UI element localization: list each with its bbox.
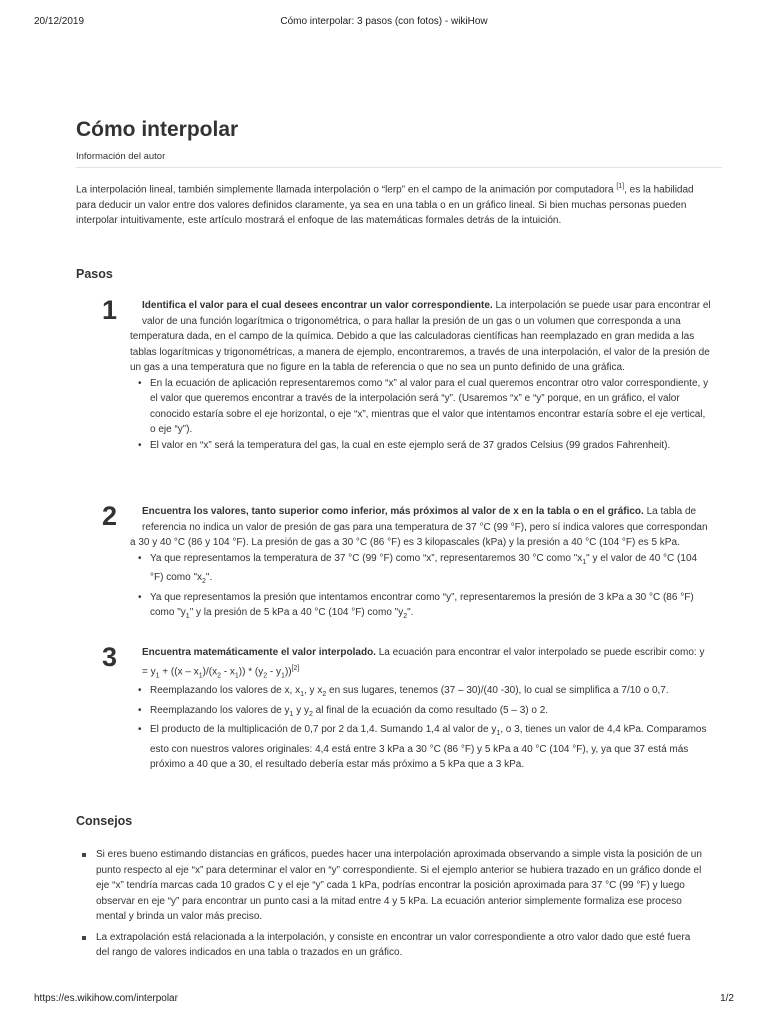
step-bullet	[138, 551, 712, 590]
author-info-link[interactable]: Información del autor	[76, 151, 722, 168]
step-2	[102, 501, 712, 625]
step-description: - x	[220, 665, 235, 677]
subscript: 2	[217, 671, 221, 679]
step-bullet	[138, 722, 712, 773]
subscript: 2	[263, 671, 268, 679]
article-intro	[76, 179, 706, 229]
subscript: 1	[281, 671, 285, 679]
step-title: Identifica el valor para el cual desees encontrar un valor correspondiente.	[142, 300, 493, 311]
print-footer	[34, 993, 734, 1009]
subscript: 2	[322, 691, 327, 699]
subscript: 2	[309, 710, 313, 718]
step-bullet	[138, 703, 712, 723]
step-bullet: • El valor en “x” será la temperatura del gas, la cual en este ejemplo será de 37 grados Celsius (99 grados Fahrenheit).	[138, 438, 712, 454]
tip-item: Si eres bueno estimando distancias en gráficos, puedes hacer una interpolación aproximada observando a simple vista la posición de un punto respecto al eje “x” para determinar el valor en “y” correspondiente. Si el ejemplo anterior se hubiera trazado en un gráfico donde el eje “x” tendría marcas cada 10 grados C y el eje “y” cada 1 kPa, podrías encontrar la posición aproximada para 37 °C (99 °F) y luego observar en eje “y” para encontrar un punto casi a la mitad entre 4 y 5 kPa. La ecuación anterior simplemente formaliza ese proceso mental y brinda un valor más preciso.	[82, 847, 702, 925]
step-text	[130, 645, 712, 683]
subscript: 1	[234, 671, 239, 679]
step-bullet: • En la ecuación de aplicación representaremos como “x” al valor para el cual queremos encontrar otro valor correspondiente, y el valor que queremos encontrar a través de la interpolación será “y”. (Usaremos “x” e “y” porque, en un gráfico, el valor conocido estaría sobre el eje horizontal, o eje “x”, mientras que el valor que intentamos encontrar estaría sobre el eje vertical, o eje “y”).	[138, 376, 712, 438]
print-date: 20/12/2019	[34, 16, 85, 27]
step-reference-link[interactable]: [2]	[291, 664, 300, 672]
print-page-number: 1/2	[720, 993, 734, 1004]
step-description: La tabla de referencia no indica un valor de presión de gas para una temperatura de 37 °C (99 °F), pero sí indica valores que correspondan a 30 y 40 °C (86 y 104 °F). La presión de gas a 30 °C (86 °F) es 3 kilopascales (kPa) y la presión a 40 °C (104 °F) es 5 kPa.	[130, 506, 708, 548]
bullet-text: ".	[205, 572, 213, 583]
subscript: 1	[300, 691, 304, 699]
step-bullets	[130, 683, 712, 773]
bullet-text: y y	[293, 704, 309, 716]
step-bullet	[138, 590, 712, 625]
tips-heading: Consejos	[76, 814, 133, 828]
subscript: 1	[582, 558, 587, 566]
bullet-text: " y la presión de 5 kPa a 40 °C (104 °F) como "y	[189, 607, 404, 618]
step-bullets	[130, 551, 712, 625]
step-description: La ecuación para encontrar el valor interpolado se puede escribir como: y = y	[142, 647, 705, 677]
step-bullet	[138, 683, 712, 703]
step-title: Encuentra los valores, tanto superior como inferior, más próximos al valor de x en la tabla o en el gráfico.	[142, 506, 644, 517]
tips-list	[82, 847, 702, 966]
subscript: 1	[155, 671, 160, 679]
bullet-text: ".	[407, 607, 414, 618]
step-description: La interpolación se puede usar para encontrar el valor de una función logarítmica o trigonométrica, o para hallar la presión de un gas o un volumen que corresponda a una temperatura dada, en el campo de la química. Debido a que las calculadoras científicas han reemplazado en gran medida a las tablas logarítmicas y trigonométricas, a manera de ejemplo, encontraremos, a través de una interpolación, el valor de la presión de un gas a una temperatura que no figure en la tabla de referencia o que no sea un punto definido de una gráfica.	[130, 300, 711, 373]
intro-text-end: , es la habilidad para deducir un valor entre dos valores definidos claramente, ya sea en una tabla o en un gráfico lineal. Si bien muchas personas pueden interpolar intuitivamente, este artículo mostrará el enfoque de las matemáticas formales detrás de la intuición.	[76, 184, 694, 227]
step-text	[130, 504, 712, 551]
bullet-text: Ya que representamos la presión que intentamos encontrar como “y”, representaremos la presión de 3 kPa a 30 °C (86 °F) como "y	[150, 591, 694, 618]
bullet-text: en sus lugares, tenemos (37 – 30)/(40 -30), lo cual se simplifica a 7/10 o 0,7.	[326, 685, 669, 697]
subscript: 1	[496, 730, 501, 738]
intro-reference-link[interactable]: [1]	[616, 183, 625, 190]
subscript: 1	[289, 710, 294, 718]
tip-item: La extrapolación está relacionada a la interpolación, y consiste en encontrar un valor correspondiente a otro valor dado que esté fuera del rango de valores indicados en una tabla o trazados en un gráfico.	[82, 930, 702, 961]
bullet-text: al final de la ecuación da como resultado (5 – 3) o 2.	[312, 704, 549, 716]
bullet-text: , o 3, tienes un valor de 4,4 kPa. Comparamos esto con nuestros valores originales: 4,4 está entre 3 kPa a 30 °C (86 °F) y 5 kPa a 40 °C (104 °F), y, ya que 37 está más próximo a 40 que a 30, el resultado debería estar más próximo a 5 kPa que a 3 kPa.	[150, 724, 707, 771]
print-header	[34, 16, 734, 32]
step-description: - y	[267, 665, 282, 677]
step-number: 3	[102, 642, 118, 672]
article-title: Cómo interpolar	[76, 118, 239, 141]
bullet-text: Ya que representamos la temperatura de 37 °C (99 °F) como “x”, representaremos 30 °C como "x	[150, 552, 583, 564]
steps-heading: Pasos	[76, 267, 113, 281]
step-description: )) * (y	[238, 665, 264, 677]
bullet-text: Reemplazando los valores de x, x	[150, 685, 301, 697]
print-url[interactable]: https://es.wikihow.com/interpolar	[34, 993, 178, 1004]
step-number: 2	[102, 501, 118, 531]
bullet-text: " y el valor de 40 °C (104 °F) como "x	[150, 552, 698, 583]
step-description: )/(x	[202, 665, 218, 677]
bullet-text: , y x	[303, 685, 323, 697]
article	[76, 115, 711, 958]
step-number: 1	[102, 295, 118, 325]
step-3	[102, 642, 712, 773]
step-text	[130, 298, 712, 376]
step-1	[102, 295, 712, 453]
step-description: ))	[284, 665, 292, 677]
print-page-title: Cómo interpolar: 3 pasos (con fotos) - wikiHow	[280, 16, 488, 27]
subscript: 1	[198, 671, 203, 679]
bullet-text: Reemplazando los valores de y	[150, 704, 290, 716]
step-description: + ((x – x	[159, 665, 199, 677]
step-bullets	[130, 376, 712, 454]
subscript: 1	[185, 613, 190, 620]
step-title: Encuentra matemáticamente el valor interpolado.	[142, 647, 376, 658]
intro-text-start: La interpolación lineal, también simplemente llamada interpolación o “lerp” en el campo de la animación por computadora	[76, 184, 617, 196]
subscript: 2	[202, 578, 206, 585]
bullet-text: El producto de la multiplicación de 0,7 por 2 da 1,4. Sumando 1,4 al valor de y	[150, 724, 497, 736]
subscript: 2	[403, 613, 408, 620]
